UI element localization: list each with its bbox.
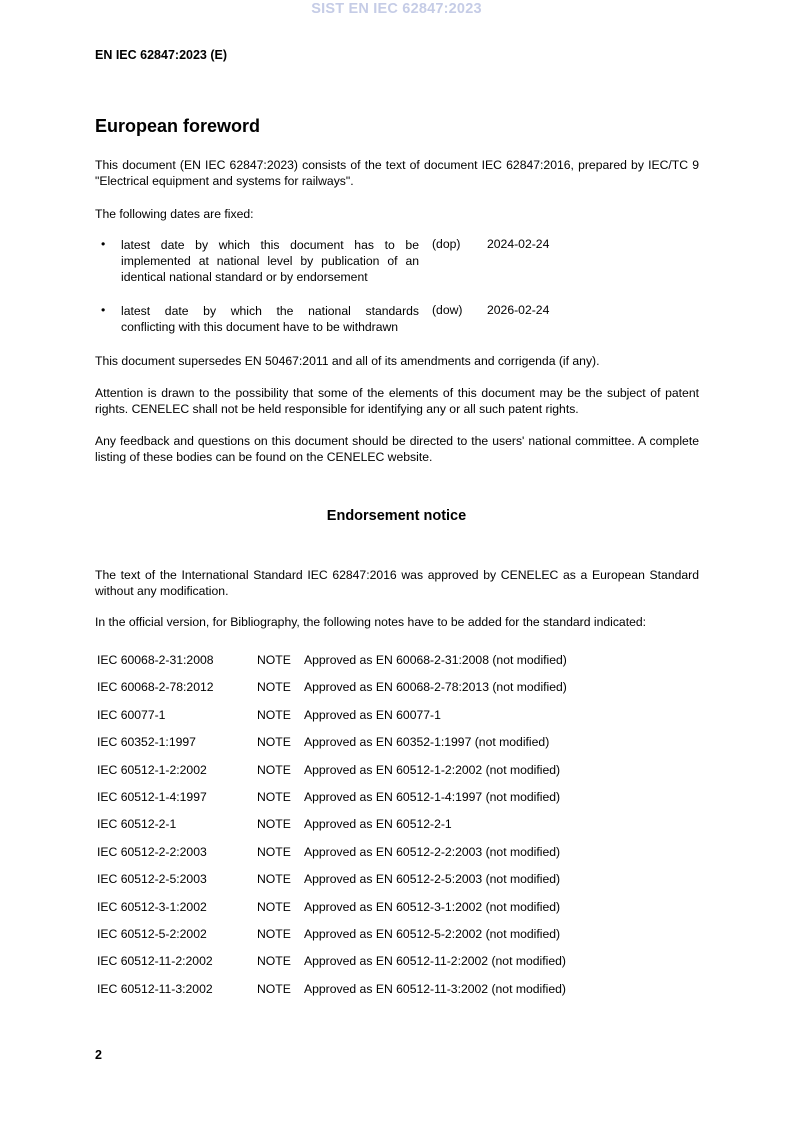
note-label: NOTE bbox=[257, 982, 291, 996]
bibliography-intro: In the official version, for Bibliography, the following notes have to be added for the standard indicated: bbox=[95, 615, 647, 629]
note-label: NOTE bbox=[257, 680, 291, 694]
date-item-date: 2024-02-24 bbox=[487, 237, 550, 251]
note-label: NOTE bbox=[257, 763, 291, 777]
note-ref: IEC 60068-2-31:2008 bbox=[97, 653, 214, 667]
supersedes-paragraph: This document supersedes EN 50467:2011 and all of its amendments and corrigenda (if any). bbox=[95, 354, 600, 368]
date-item-date: 2026-02-24 bbox=[487, 303, 550, 317]
section-title-endorsement: Endorsement notice bbox=[326, 508, 467, 524]
section-title-foreword: European foreword bbox=[95, 116, 261, 136]
date-item-text bbox=[121, 303, 419, 335]
bullet-icon: • bbox=[101, 303, 106, 317]
note-text: Approved as EN 60512-3-1:2002 (not modified) bbox=[304, 900, 561, 914]
date-item-text bbox=[121, 237, 419, 285]
note-label: NOTE bbox=[257, 790, 291, 804]
note-ref: IEC 60512-11-3:2002 bbox=[97, 982, 213, 996]
note-label: NOTE bbox=[257, 900, 291, 914]
note-label: NOTE bbox=[257, 872, 291, 886]
note-text: Approved as EN 60512-2-1 bbox=[304, 817, 452, 831]
foreword-intro: This document (EN IEC 62847:2023) consists of the text of document IEC 62847:2016, prepared by IEC/TC 9 "Electrical equipment and systems for railways". bbox=[95, 158, 699, 188]
document-id-header: EN IEC 62847:2023 (E) bbox=[95, 48, 228, 62]
note-ref: IEC 60512-2-5:2003 bbox=[97, 872, 207, 886]
note-text: Approved as EN 60512-5-2:2002 (not modified) bbox=[304, 927, 561, 941]
note-ref: IEC 60512-1-2:2002 bbox=[97, 763, 207, 777]
note-text: Approved as EN 60352-1:1997 (not modified) bbox=[304, 735, 550, 749]
note-label: NOTE bbox=[257, 817, 291, 831]
date-item-code: (dop) bbox=[432, 237, 461, 251]
note-text: Approved as EN 60512-1-2:2002 (not modified) bbox=[304, 763, 561, 777]
note-text: Approved as EN 60077-1 bbox=[304, 708, 441, 722]
note-text: Approved as EN 60512-11-2:2002 (not modified) bbox=[304, 954, 566, 968]
note-ref: IEC 60512-11-2:2002 bbox=[97, 954, 213, 968]
date-item-line: latest date by which this document has to be bbox=[121, 238, 419, 252]
date-item-line: latest date by which the national standards bbox=[121, 304, 419, 318]
note-ref: IEC 60077-1 bbox=[97, 708, 166, 722]
note-text: Approved as EN 60512-2-2:2003 (not modified) bbox=[304, 845, 561, 859]
feedback-paragraph: Any feedback and questions on this document should be directed to the users' national committee. A complete listing of these bodies can be found on the CENELEC website. bbox=[95, 434, 699, 464]
note-ref: IEC 60512-2-1 bbox=[97, 817, 177, 831]
page-number: 2 bbox=[95, 1048, 102, 1062]
note-ref: IEC 60512-1-4:1997 bbox=[97, 790, 207, 804]
note-ref: IEC 60512-5-2:2002 bbox=[97, 927, 207, 941]
bullet-icon: • bbox=[101, 237, 106, 251]
note-label: NOTE bbox=[257, 653, 291, 667]
note-ref: IEC 60068-2-78:2012 bbox=[97, 680, 214, 694]
note-text: Approved as EN 60512-1-4:1997 (not modified) bbox=[304, 790, 561, 804]
note-label: NOTE bbox=[257, 845, 291, 859]
date-item-line: identical national standard or by endorsement bbox=[121, 270, 368, 284]
date-item-line: implemented at national level by publication of an bbox=[121, 254, 419, 268]
note-ref: IEC 60352-1:1997 bbox=[97, 735, 196, 749]
note-text: Approved as EN 60068-2-78:2013 (not modified) bbox=[304, 680, 567, 694]
date-item-line: conflicting with this document have to be withdrawn bbox=[121, 320, 399, 334]
note-text: Approved as EN 60512-2-5:2003 (not modified) bbox=[304, 872, 561, 886]
approval-paragraph: The text of the International Standard IEC 62847:2016 was approved by CENELEC as a European Standard without any modification. bbox=[95, 568, 699, 598]
note-label: NOTE bbox=[257, 954, 291, 968]
dates-intro: The following dates are fixed: bbox=[95, 207, 254, 221]
date-item-code: (dow) bbox=[432, 303, 463, 317]
note-ref: IEC 60512-2-2:2003 bbox=[97, 845, 207, 859]
note-label: NOTE bbox=[257, 927, 291, 941]
note-text: Approved as EN 60512-11-3:2002 (not modified) bbox=[304, 982, 566, 996]
attention-paragraph: Attention is drawn to the possibility that some of the elements of this document may be the subject of patent rights. CENELEC shall not be held responsible for identifying any or all such patent rights. bbox=[95, 386, 699, 416]
note-text: Approved as EN 60068-2-31:2008 (not modified) bbox=[304, 653, 567, 667]
note-ref: IEC 60512-3-1:2002 bbox=[97, 900, 207, 914]
note-label: NOTE bbox=[257, 735, 291, 749]
watermark: SIST EN IEC 62847:2023 bbox=[311, 1, 482, 17]
note-label: NOTE bbox=[257, 708, 291, 722]
